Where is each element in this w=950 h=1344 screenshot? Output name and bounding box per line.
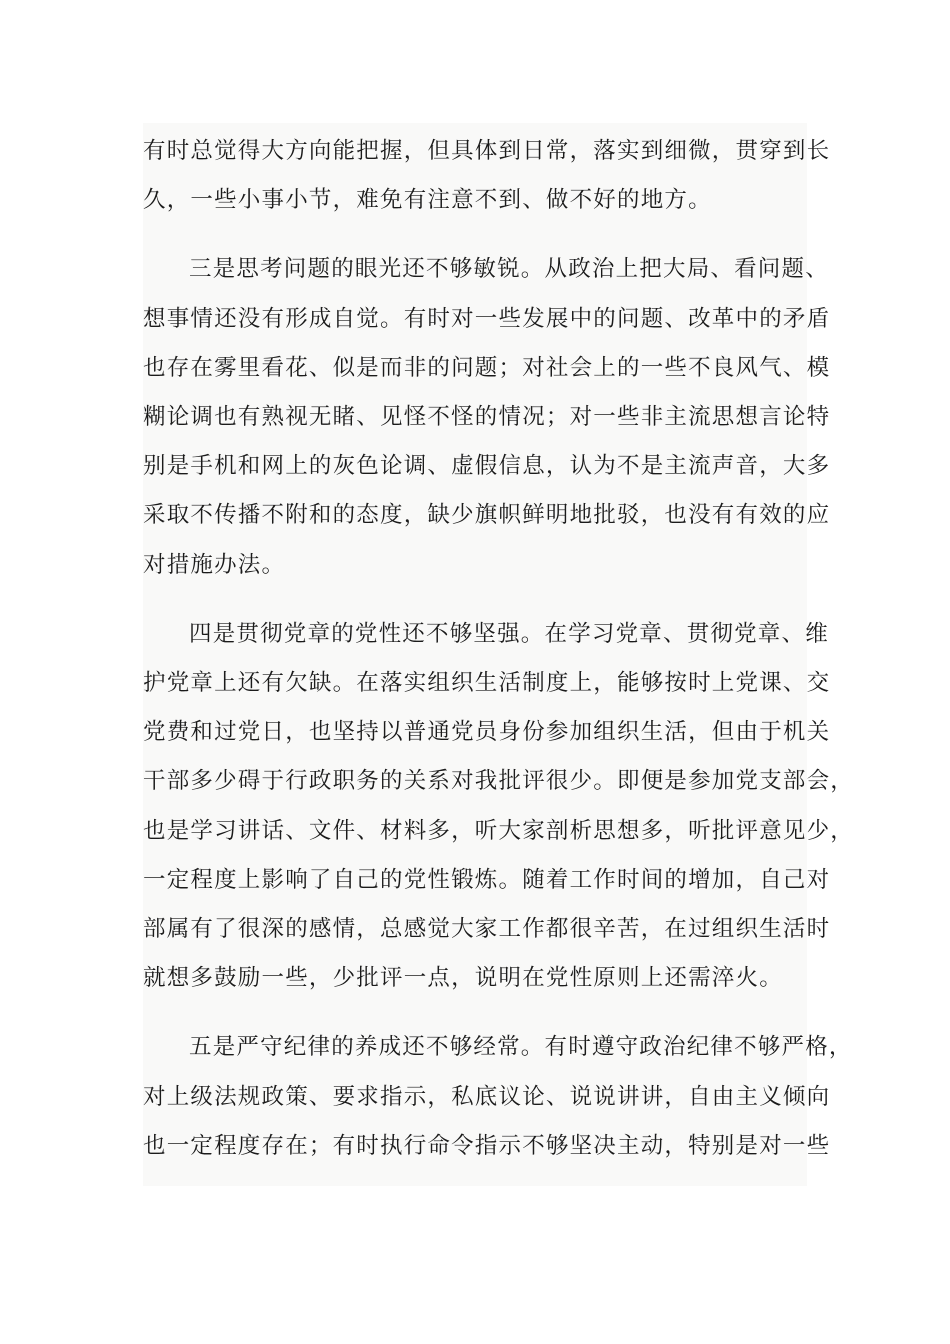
document-body xyxy=(143,123,855,1186)
text-line: 部属有了很深的感情，总感觉大家工作都很辛苦，在过组织生活时 xyxy=(143,916,831,943)
text-line: 四是贯彻党章的党性还不够坚强。在学习党章、贯彻党章、维 xyxy=(189,620,829,647)
text-line: 也是学习讲话、文件、材料多，听大家剖析思想多，听批评意见少， xyxy=(143,817,855,844)
paragraph-point-three xyxy=(143,245,831,589)
text-line: 别是手机和网上的灰色论调、虚假信息，认为不是主流声音，大多 xyxy=(143,453,831,480)
text-line: 干部多少碍于行政职务的关系对我批评很少。即便是参加党支部会， xyxy=(143,768,855,795)
paragraph-continuation xyxy=(143,123,831,225)
paragraph-point-four xyxy=(143,610,855,1004)
text-line: 也一定程度存在；有时执行命令指示不够坚决主动，特别是对一些 xyxy=(143,1132,831,1159)
text-line: 想事情还没有形成自觉。有时对一些发展中的问题、改革中的矛盾 xyxy=(143,305,831,332)
text-line: 对措施办法。 xyxy=(143,551,286,578)
text-line: 一定程度上影响了自己的党性锻炼。随着工作时间的增加，自己对 xyxy=(143,866,831,893)
text-line: 党费和过党日，也坚持以普通党员身份参加组织生活，但由于机关 xyxy=(143,719,831,746)
text-line: 三是思考问题的眼光还不够敏锐。从政治上把大局、看问题、 xyxy=(189,256,829,283)
text-line: 对上级法规政策、要求指示，私底议论、说说讲讲，自由主义倾向 xyxy=(143,1083,831,1110)
text-line: 久，一些小事小节，难免有注意不到、做不好的地方。 xyxy=(143,187,712,214)
text-line: 就想多鼓励一些，少批评一点，说明在党性原则上还需淬火。 xyxy=(143,965,783,992)
paragraph-point-five xyxy=(143,1023,853,1171)
text-line: 采取不传播不附和的态度，缺少旗帜鲜明地批驳，也没有有效的应 xyxy=(143,502,831,529)
text-line: 护党章上还有欠缺。在落实组织生活制度上，能够按时上党课、交 xyxy=(143,670,831,697)
text-line: 糊论调也有熟视无睹、见怪不怪的情况；对一些非主流思想言论特 xyxy=(143,404,831,431)
text-line: 有时总觉得大方向能把握，但具体到日常，落实到细微，贯穿到长 xyxy=(143,138,831,164)
text-line: 也存在雾里看花、似是而非的问题；对社会上的一些不良风气、模 xyxy=(143,354,831,381)
text-line: 五是严守纪律的养成还不够经常。有时遵守政治纪律不够严格， xyxy=(189,1034,853,1061)
